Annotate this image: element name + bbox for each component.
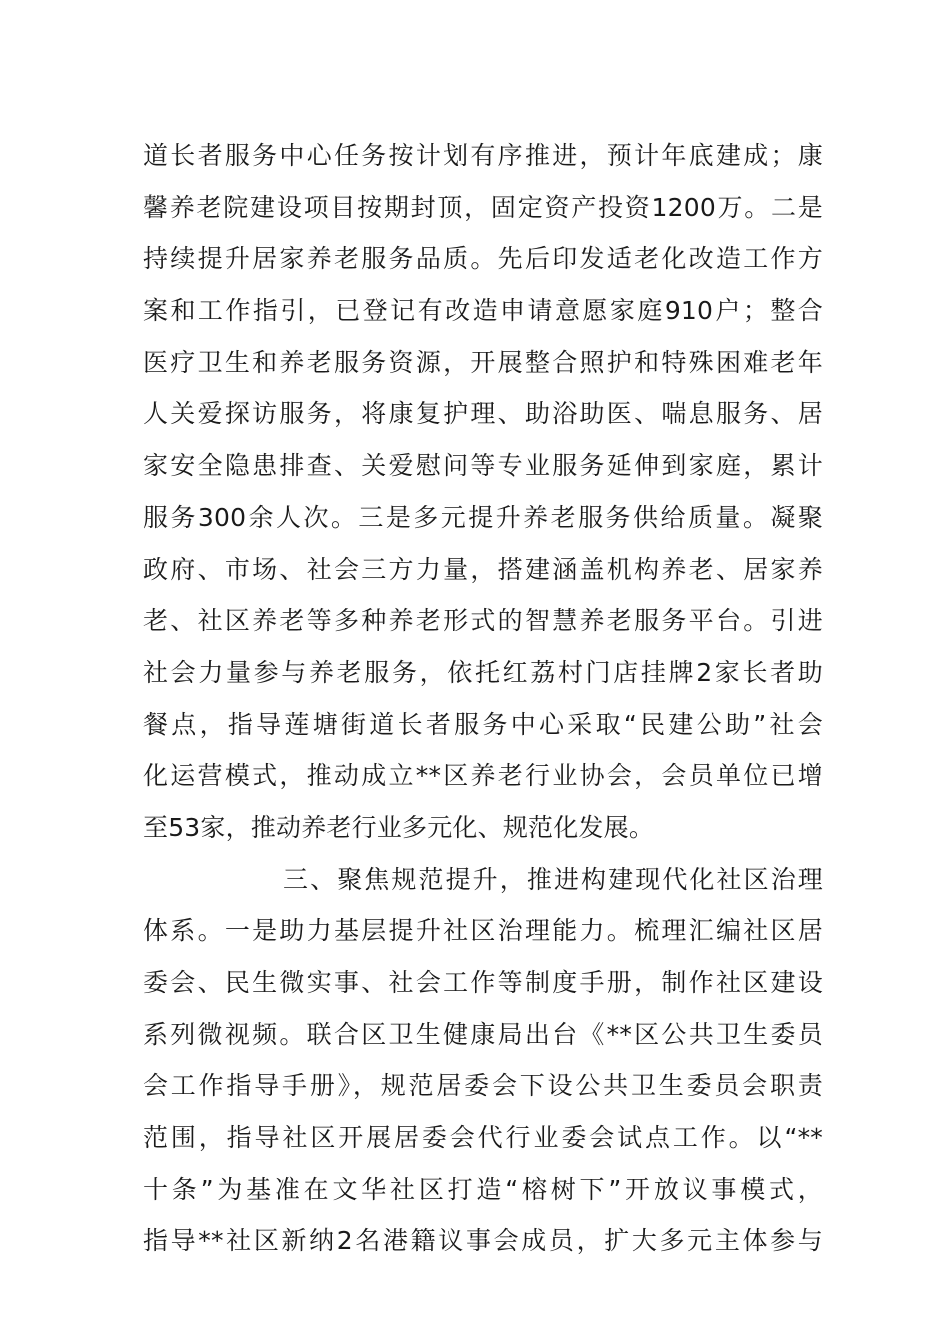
body-text [143, 130, 823, 1267]
text-line: 案和工作指引，已登记有改造申请意愿家庭910户；整合 [143, 296, 823, 326]
text-line: 十条”为基准在文华社区打造“榕树下”开放议事模式， [143, 1174, 823, 1204]
text-line: 持续提升居家养老服务品质。先后印发适老化改造工作方 [143, 244, 823, 274]
text-line: 三、聚焦规范提升，推进构建现代化社区治理 [283, 864, 823, 894]
text-line: 会工作指导手册》，规范居委会下设公共卫生委员会职责 [143, 1071, 823, 1101]
text-line: 系列微视频。联合区卫生健康局出台《**区公共卫生委员 [143, 1019, 823, 1049]
text-line: 服务300余人次。三是多元提升养老服务供给质量。凝聚 [143, 502, 823, 532]
text-line: 体系。一是助力基层提升社区治理能力。梳理汇编社区居 [143, 916, 823, 946]
text-line: 至53家，推动养老行业多元化、规范化发展。 [143, 812, 655, 842]
text-line: 化运营模式，推动成立**区养老行业协会，会员单位已增 [143, 761, 823, 791]
text-line: 馨养老院建设项目按期封顶，固定资产投资1200万。二是 [143, 192, 823, 222]
text-line: 政府、市场、社会三方力量，搭建涵盖机构养老、居家养 [143, 554, 823, 584]
text-line: 人关爱探访服务，将康复护理、助浴助医、喘息服务、居 [143, 399, 823, 429]
text-line: 道长者服务中心任务按计划有序推进，预计年底建成；康 [143, 141, 823, 170]
text-line: 委会、民生微实事、社会工作等制度手册，制作社区建设 [143, 968, 823, 997]
text-line: 餐点，指导莲塘街道长者服务中心采取“民建公助”社会 [143, 709, 823, 739]
text-line: 指导**社区新纳2名港籍议事会成员，扩大多元主体参与 [143, 1226, 823, 1256]
text-line: 范围，指导社区开展居委会代行业委会试点工作。以“** [143, 1123, 823, 1153]
text-line: 老、社区养老等多种养老形式的智慧养老服务平台。引进 [143, 606, 823, 636]
text-line: 社会力量参与养老服务，依托红荔村门店挂牌2家长者助 [143, 657, 823, 687]
text-line: 医疗卫生和养老服务资源，开展整合照护和特殊困难老年 [143, 347, 823, 377]
text-line: 家安全隐患排查、关爱慰问等专业服务延伸到家庭，累计 [143, 451, 823, 481]
